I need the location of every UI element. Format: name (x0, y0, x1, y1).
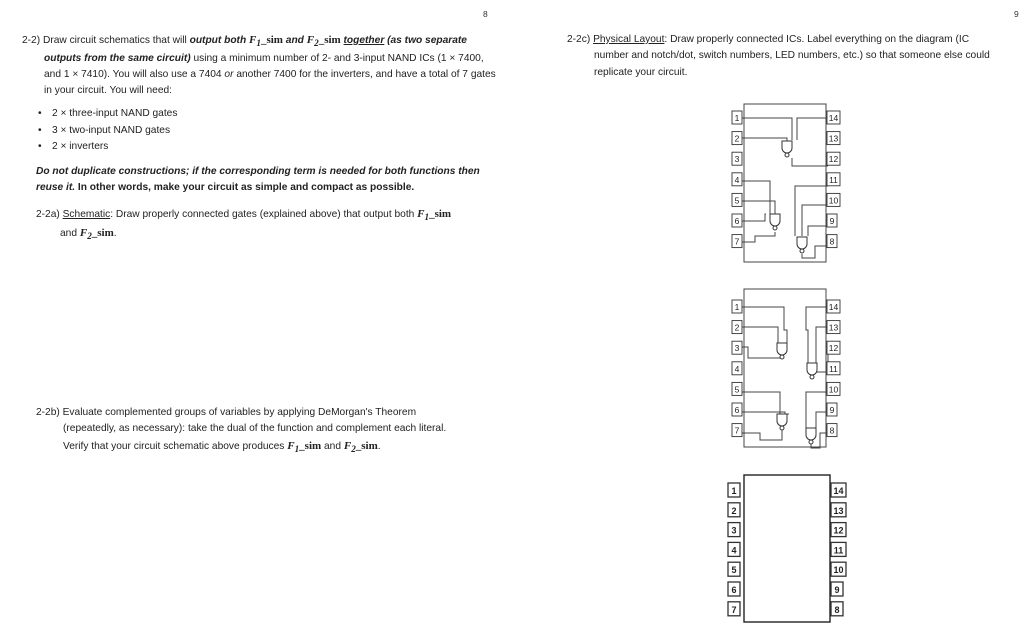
ic-pin-right (827, 132, 840, 145)
pin-number: 14 (828, 302, 839, 312)
ic-pin-left (732, 362, 742, 375)
ic-pin-left (732, 424, 742, 437)
pin-number: 12 (833, 525, 844, 536)
pin-number: 7 (731, 604, 737, 615)
pin-number: 14 (833, 486, 844, 496)
pin-number: 10 (828, 384, 839, 395)
ic-pin-right (831, 562, 846, 576)
ic-pin-right (831, 602, 843, 616)
pin-number: 10 (833, 565, 844, 576)
ic-pin-right (827, 111, 840, 124)
ic-pin-left (732, 235, 742, 248)
f2-sim: $F_2\_sim$ (306, 34, 341, 49)
ic-blank-chip (744, 475, 830, 622)
ic-pin-left (728, 483, 740, 497)
pin-number: 1 (731, 486, 737, 496)
ic-pin-left (732, 193, 742, 206)
pin-number: 4 (731, 545, 737, 556)
question-2-2: 2-2) Draw circuit schematics that will output both $F_1\_sim$ and $F_2\_sim$ together (as two separate outputs from the same circuit) using a minimum number of 2- and 3-input NAND ICs (1 × 7400, and 1 × 7410). You will also use a 7404 or another 7400 for the inverters, and have a total of 7 gates in your circuit. You will need: (22, 34, 496, 97)
ic-pin-right (827, 424, 837, 437)
pin-number: 7 (734, 236, 740, 247)
ic-pin-left (732, 152, 742, 165)
ic-pin-right (827, 362, 840, 375)
ic-pin-right (831, 483, 846, 497)
ic-pin-left (728, 562, 740, 576)
ic-pin-left (732, 341, 742, 354)
ic-pin-right (831, 542, 846, 556)
pin-number: 8 (829, 425, 835, 436)
schematic-heading: Schematic (62, 209, 111, 220)
ic-pin-left (728, 582, 740, 596)
question-2-2a: 2-2a) Schematic: Draw properly connected gates (explained above) that output both $F_1\_sim$ and $F_2\_sim$. (36, 208, 452, 242)
pin-number: 10 (828, 195, 839, 206)
ic-pin-left (732, 173, 742, 186)
list-item: • 2 × inverters (38, 139, 177, 156)
question-2-2c: 2-2c) Physical Layout: Draw properly connected ICs. Label everything on the diagram (IC number and notch/dot, switch numbers, LED numbers, etc.) so that someone else could replicate your circuit. (567, 34, 990, 78)
ic-7410-chip (742, 104, 828, 262)
ic-pin-left (728, 523, 740, 537)
list-item: • 3 × two-input NAND gates (38, 123, 177, 140)
physical-layout-heading: Physical Layout (593, 34, 665, 45)
reuse-note: Do not duplicate constructions; if the corresponding term is needed for both functions then reuse it. In other words, make your circuit as simple and compact as possible. (36, 166, 480, 194)
ic-pin-left (732, 214, 742, 227)
ic-pin-left (728, 602, 740, 616)
pin-number: 8 (834, 604, 840, 615)
pin-number: 2 (734, 133, 740, 144)
ic-pin-right (827, 382, 840, 395)
ic-pin-left (732, 403, 742, 416)
pin-number: 9 (829, 405, 835, 415)
pin-number: 4 (734, 174, 740, 185)
ic-pin-right (827, 193, 840, 206)
pin-number: 12 (828, 154, 839, 165)
pin-number: 2 (731, 505, 737, 516)
list-item: • 2 × three-input NAND gates (38, 106, 177, 123)
ic-pin-right (831, 582, 843, 596)
ic-pin-left (728, 503, 740, 517)
pin-number: 6 (731, 585, 737, 595)
pin-number: 5 (734, 384, 740, 395)
pin-number: 4 (734, 363, 740, 374)
pin-number: 1 (734, 302, 740, 312)
page-number: 9 (1014, 9, 1019, 19)
pin-number: 5 (731, 565, 737, 576)
pin-number: 11 (829, 363, 838, 374)
question-2-2b: 2-2b) Evaluate complemented groups of variables by applying DeMorgan's Theorem (repeatedly, as necessary): take the dual of the function and complement each literal. Verify that your circuit schematic above produces $F_1\_sim$ and $F_2\_sim$. (36, 407, 447, 454)
pin-number: 9 (834, 585, 840, 595)
pin-number: 14 (828, 113, 839, 123)
pin-number: 13 (833, 505, 844, 516)
ic-pin-right (827, 403, 837, 416)
ic-pin-left (728, 542, 740, 556)
pin-number: 3 (731, 525, 737, 536)
pin-number: 9 (829, 216, 835, 226)
ic-pin-left (732, 300, 742, 313)
pin-number: 3 (734, 343, 740, 354)
pin-number: 5 (734, 195, 740, 206)
ic-pin-right (827, 300, 840, 313)
ic-pin-right (827, 214, 837, 227)
pin-number: 6 (734, 216, 740, 226)
pin-number: 11 (829, 174, 838, 185)
ic-pin-right (831, 503, 846, 517)
pin-number: 2 (734, 322, 740, 333)
ic-pin-right (827, 173, 840, 186)
pin-number: 7 (734, 425, 740, 436)
pin-number: 6 (734, 405, 740, 415)
pin-number: 13 (828, 322, 839, 333)
ic-pin-left (732, 111, 742, 124)
ic-pin-right (827, 341, 840, 354)
pin-number: 13 (828, 133, 839, 144)
ic-pin-right (827, 152, 840, 165)
pin-number: 3 (734, 154, 740, 165)
pin-number: 11 (833, 545, 844, 556)
ic-pin-right (831, 523, 846, 537)
pin-number: 12 (828, 343, 839, 354)
pin-number: 1 (734, 113, 740, 123)
page-number: 8 (483, 9, 488, 19)
f1-sim: $F_1\_sim$ (249, 34, 283, 49)
ic-pin-right (827, 321, 840, 334)
ic-pin-left (732, 321, 742, 334)
ic-7400-chip (742, 289, 828, 448)
pin-number: 8 (829, 236, 835, 247)
ic-pin-right (827, 235, 837, 248)
ic-pin-left (732, 132, 742, 145)
ic-pin-left (732, 382, 742, 395)
